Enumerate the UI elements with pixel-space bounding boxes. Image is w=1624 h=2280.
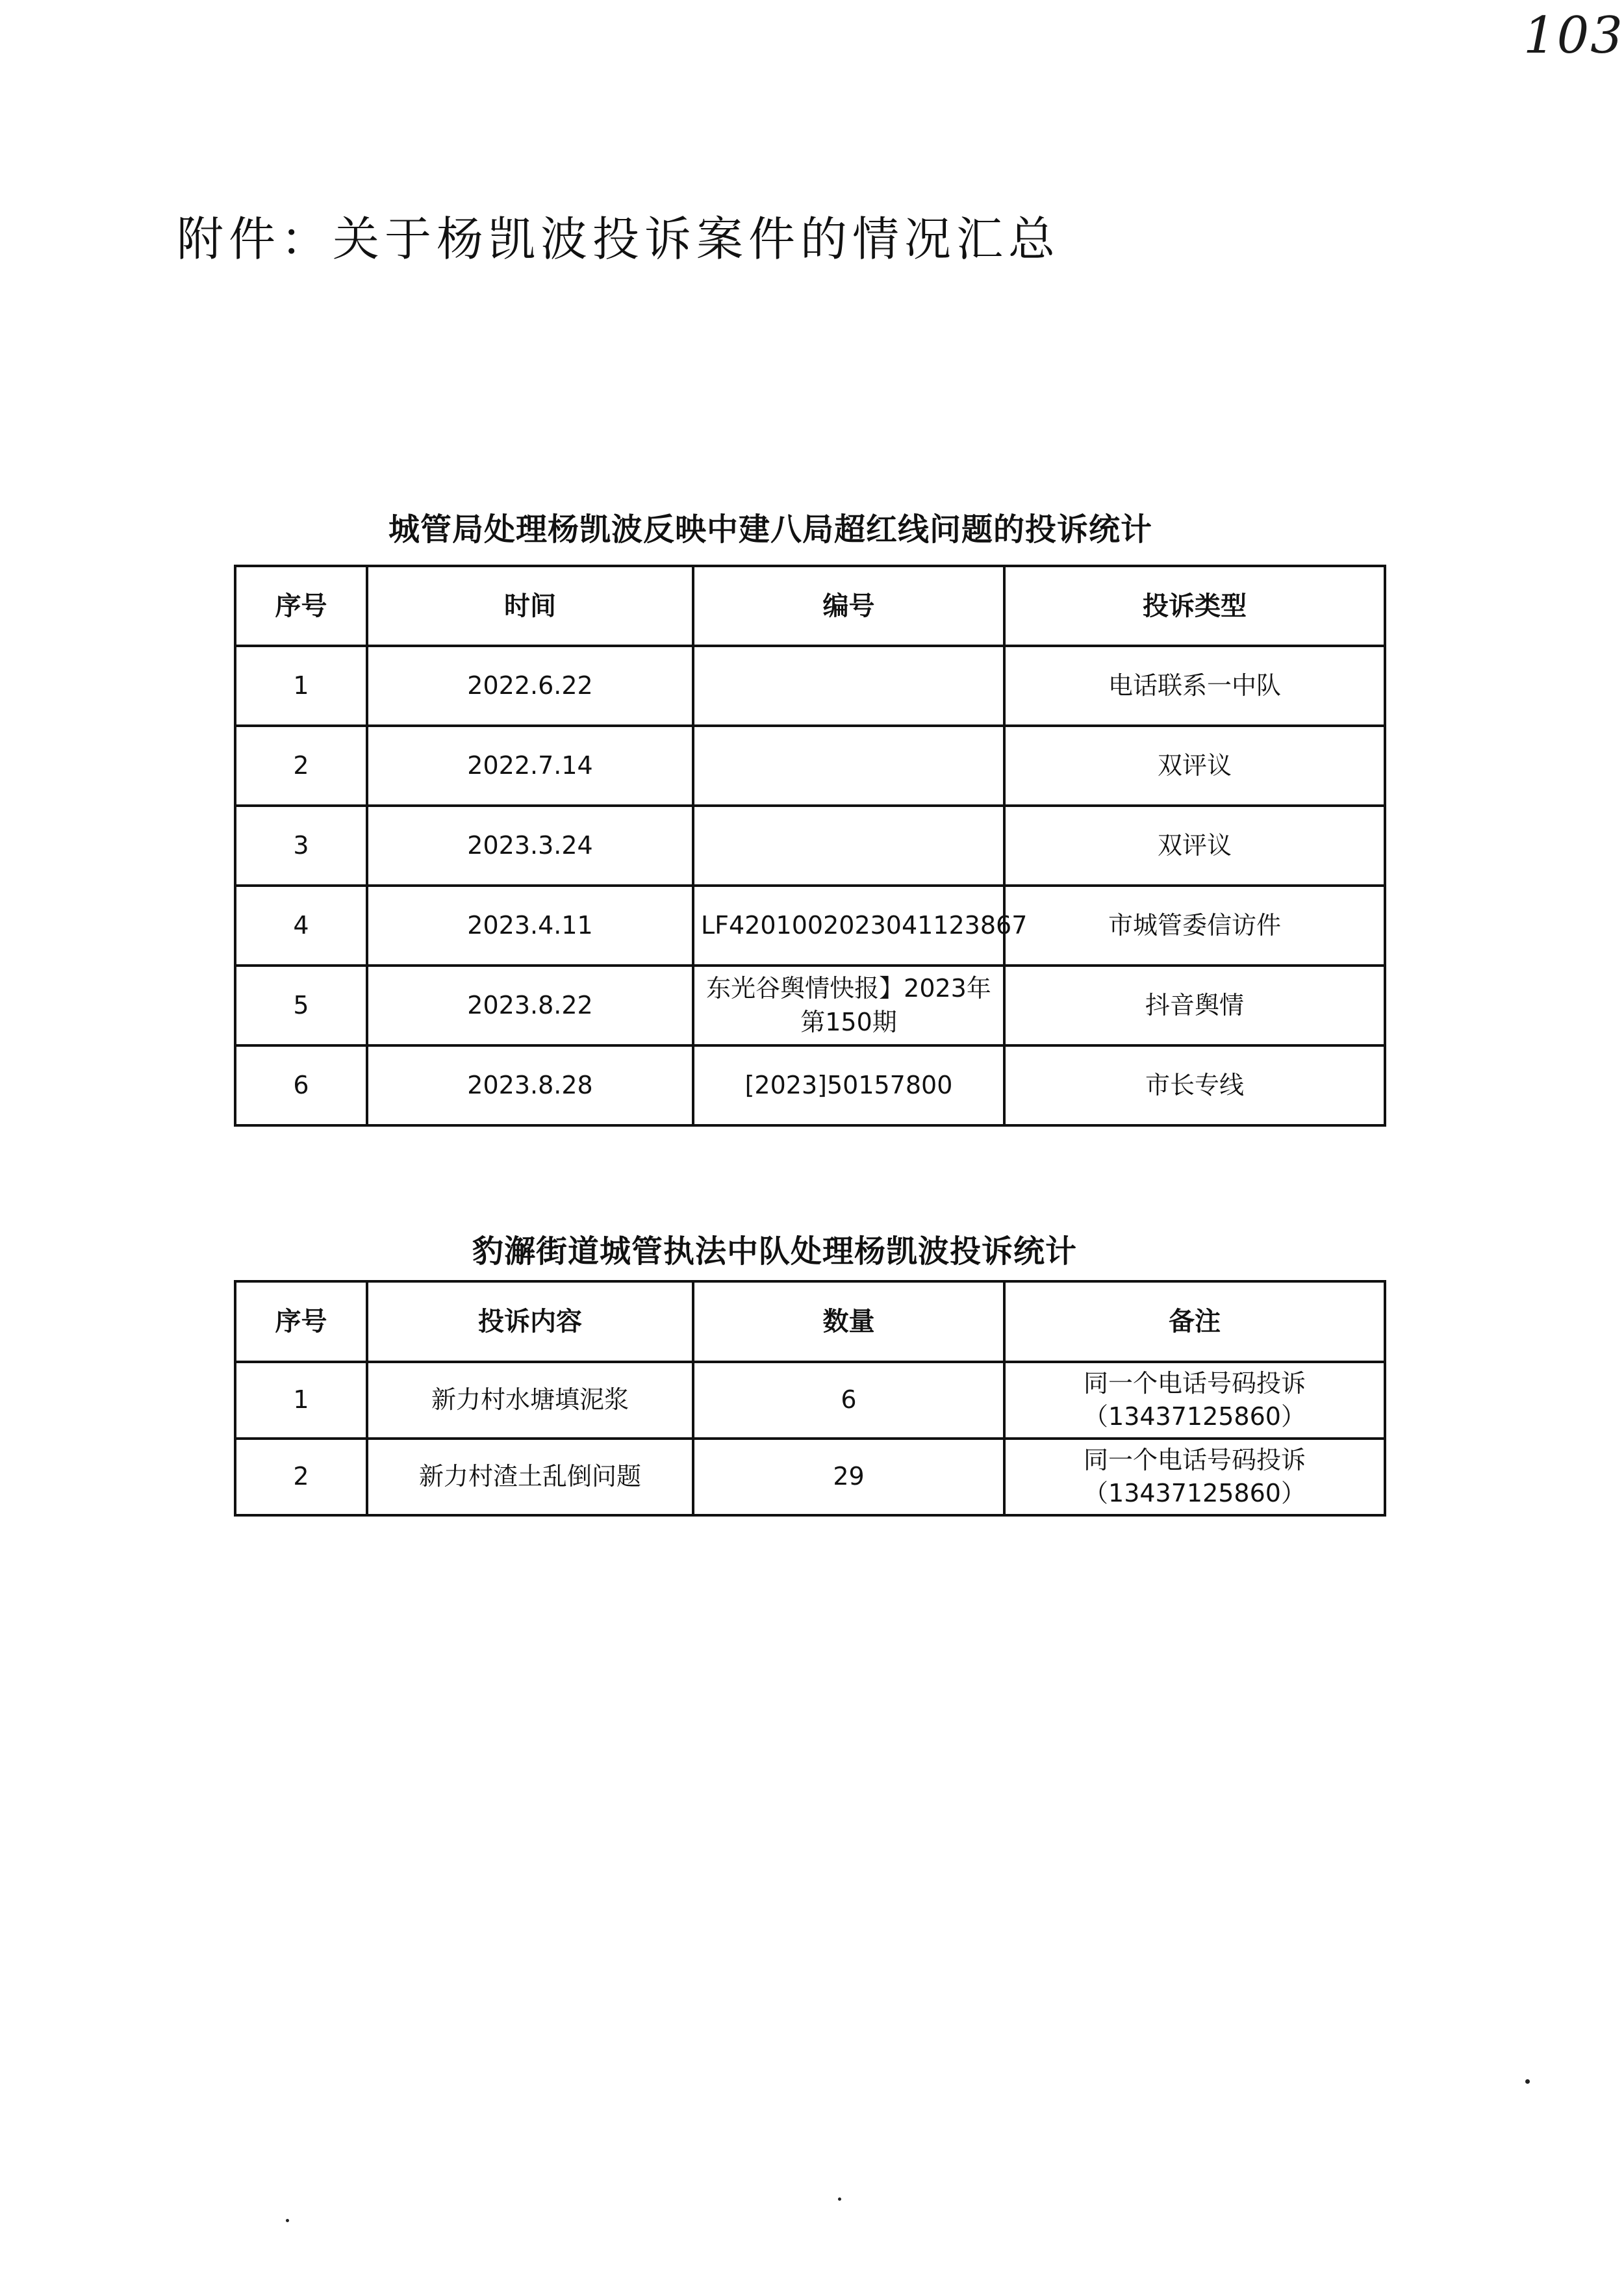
header-cell: 编号 — [693, 566, 1004, 646]
table-row — [235, 966, 1385, 1045]
table-row — [235, 646, 1385, 726]
row-code — [693, 806, 1004, 886]
table-row — [235, 1362, 1385, 1439]
row-number: 1 — [235, 1362, 367, 1439]
table2-title: 豹澥街道城管执法中队处理杨凯波投诉统计 — [472, 1233, 1078, 1270]
row-count: 6 — [693, 1362, 1004, 1439]
table1-title: 城管局处理杨凯波反映中建八局超红线问题的投诉统计 — [388, 511, 1153, 548]
table-row — [235, 726, 1385, 806]
row-time: 2023.8.22 — [367, 966, 693, 1045]
header-cell: 备注 — [1004, 1281, 1385, 1362]
row-type: 双评议 — [1004, 806, 1385, 886]
table-header-row — [235, 1281, 1385, 1362]
row-number: 3 — [235, 806, 367, 886]
row-code: LF4201002023041123867 — [693, 886, 1004, 966]
table-row — [235, 1439, 1385, 1515]
row-type: 市长专线 — [1004, 1045, 1385, 1125]
row-time: 2023.4.11 — [367, 886, 693, 966]
row-code: [2023]50157800 — [693, 1045, 1004, 1125]
row-code — [693, 646, 1004, 726]
row-number: 5 — [235, 966, 367, 1045]
row-number: 2 — [235, 1439, 367, 1515]
row-note — [1004, 1362, 1385, 1439]
table-row — [235, 806, 1385, 886]
row-type: 抖音舆情 — [1004, 966, 1385, 1045]
row-type: 双评议 — [1004, 726, 1385, 806]
table2-complaints-by-squad — [234, 1280, 1386, 1517]
table1-complaints-by-bureau — [234, 565, 1386, 1127]
row-content: 新力村水塘填泥浆 — [367, 1362, 693, 1439]
scan-speck — [838, 2197, 841, 2201]
page-number: 103 — [1523, 6, 1624, 65]
row-time: 2023.8.28 — [367, 1045, 693, 1125]
header-cell: 时间 — [367, 566, 693, 646]
note-line-2: （13437125860） — [1084, 1402, 1306, 1431]
row-number: 6 — [235, 1045, 367, 1125]
row-type: 市城管委信访件 — [1004, 886, 1385, 966]
row-time: 2023.3.24 — [367, 806, 693, 886]
table-row — [235, 1045, 1385, 1125]
row-time: 2022.6.22 — [367, 646, 693, 726]
header-cell: 投诉内容 — [367, 1281, 693, 1362]
row-number: 1 — [235, 646, 367, 726]
note-line-1: 同一个电话号码投诉 — [1083, 1445, 1306, 1474]
document-title: 附件：关于杨凯波投诉案件的情况汇总 — [177, 212, 1061, 266]
row-number: 2 — [235, 726, 367, 806]
row-note — [1004, 1439, 1385, 1515]
header-cell: 数量 — [693, 1281, 1004, 1362]
note-line-2: （13437125860） — [1084, 1479, 1306, 1507]
row-content: 新力村渣土乱倒问题 — [367, 1439, 693, 1515]
scan-speck — [1525, 2079, 1530, 2084]
row-code: 东光谷舆情快报】2023年第150期 — [693, 966, 1004, 1045]
header-cell: 序号 — [235, 1281, 367, 1362]
row-type: 电话联系一中队 — [1004, 646, 1385, 726]
scan-speck — [286, 2219, 289, 2222]
table-row — [235, 886, 1385, 966]
header-cell: 序号 — [235, 566, 367, 646]
row-time: 2022.7.14 — [367, 726, 693, 806]
row-number: 4 — [235, 886, 367, 966]
table-header-row — [235, 566, 1385, 646]
row-code — [693, 726, 1004, 806]
header-cell: 投诉类型 — [1004, 566, 1385, 646]
note-line-1: 同一个电话号码投诉 — [1083, 1368, 1306, 1398]
row-count: 29 — [693, 1439, 1004, 1515]
